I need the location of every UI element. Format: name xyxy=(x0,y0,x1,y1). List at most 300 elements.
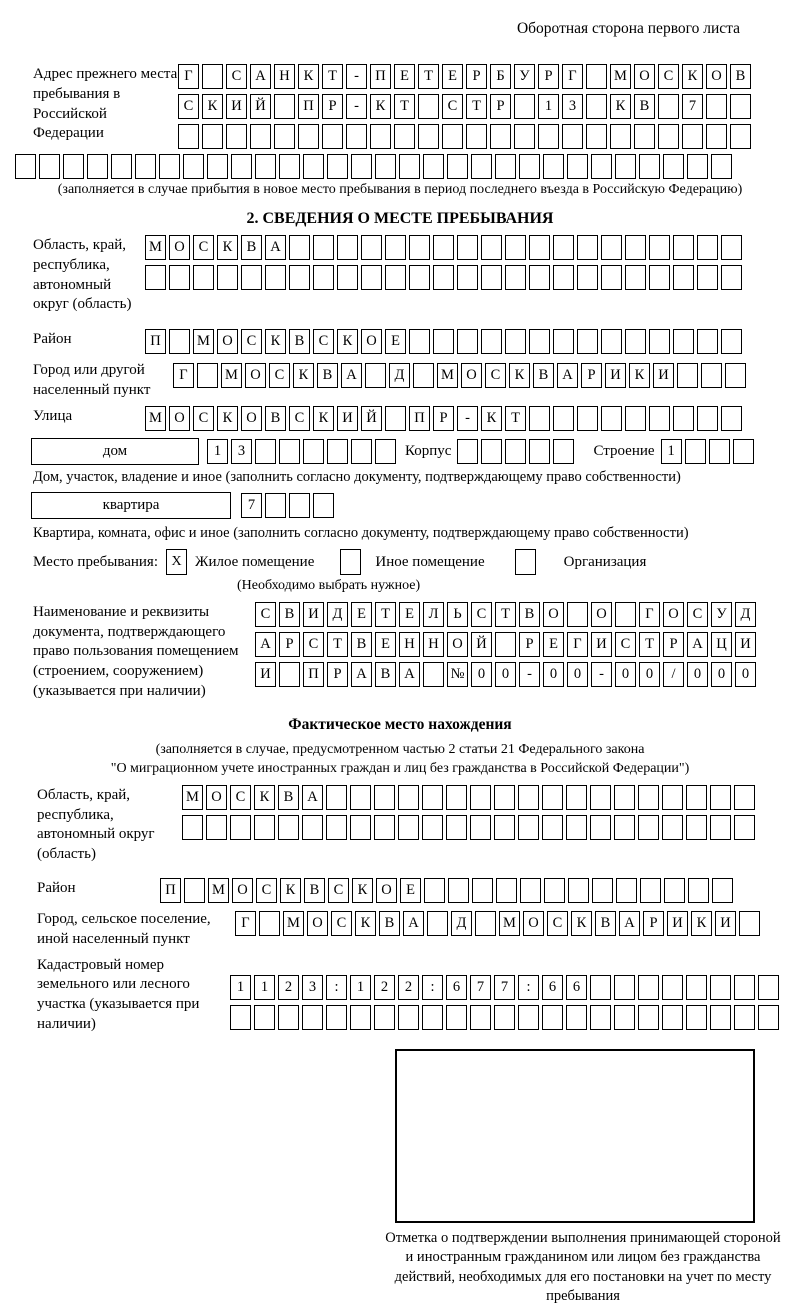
char-cell[interactable]: В xyxy=(634,94,655,119)
char-cell[interactable]: 1 xyxy=(207,439,228,464)
char-cell[interactable] xyxy=(398,815,419,840)
char-cell[interactable]: О xyxy=(241,406,262,431)
char-cell[interactable]: 1 xyxy=(538,94,559,119)
char-cell[interactable] xyxy=(424,878,445,903)
char-cell[interactable]: Е xyxy=(543,632,564,657)
char-cell[interactable]: К xyxy=(509,363,530,388)
char-cell[interactable] xyxy=(505,329,526,354)
char-cell[interactable]: С xyxy=(256,878,277,903)
char-cell[interactable]: Т xyxy=(639,632,660,657)
char-cell[interactable]: Р xyxy=(643,911,664,936)
char-cell[interactable]: Е xyxy=(375,632,396,657)
char-cell[interactable] xyxy=(739,911,760,936)
char-cell[interactable]: С xyxy=(471,602,492,627)
char-cell[interactable]: В xyxy=(304,878,325,903)
char-cell[interactable] xyxy=(193,265,214,290)
char-cell[interactable] xyxy=(490,124,511,149)
char-cell[interactable] xyxy=(614,815,635,840)
char-cell[interactable] xyxy=(255,439,276,464)
char-cell[interactable] xyxy=(433,265,454,290)
char-cell[interactable] xyxy=(566,785,587,810)
char-cell[interactable]: Е xyxy=(400,878,421,903)
char-cell[interactable]: 2 xyxy=(278,975,299,1000)
char-cell[interactable]: Е xyxy=(399,602,420,627)
char-cell[interactable]: А xyxy=(557,363,578,388)
char-cell[interactable]: 0 xyxy=(639,662,660,687)
char-cell[interactable] xyxy=(615,154,636,179)
char-cell[interactable] xyxy=(495,632,516,657)
char-cell[interactable]: К xyxy=(610,94,631,119)
char-cell[interactable] xyxy=(361,265,382,290)
char-cell[interactable] xyxy=(385,235,406,260)
char-cell[interactable] xyxy=(169,265,190,290)
char-cell[interactable]: С xyxy=(269,363,290,388)
char-cell[interactable] xyxy=(289,265,310,290)
char-cell[interactable] xyxy=(279,439,300,464)
char-cell[interactable]: Р xyxy=(322,94,343,119)
char-cell[interactable] xyxy=(706,124,727,149)
char-cell[interactable]: М xyxy=(283,911,304,936)
char-cell[interactable] xyxy=(663,154,684,179)
char-cell[interactable]: П xyxy=(160,878,181,903)
char-cell[interactable] xyxy=(409,329,430,354)
char-cell[interactable]: 6 xyxy=(446,975,467,1000)
char-cell[interactable]: А xyxy=(687,632,708,657)
char-cell[interactable]: Е xyxy=(394,64,415,89)
char-cell[interactable]: Л xyxy=(423,602,444,627)
char-cell[interactable]: И xyxy=(303,602,324,627)
char-cell[interactable] xyxy=(361,235,382,260)
char-cell[interactable]: Ь xyxy=(447,602,468,627)
char-cell[interactable] xyxy=(337,235,358,260)
char-cell[interactable] xyxy=(448,878,469,903)
char-cell[interactable]: И xyxy=(667,911,688,936)
char-cell[interactable]: С xyxy=(230,785,251,810)
char-cell[interactable] xyxy=(590,975,611,1000)
char-cell[interactable]: 3 xyxy=(302,975,323,1000)
char-cell[interactable] xyxy=(303,154,324,179)
char-cell[interactable] xyxy=(433,235,454,260)
char-cell[interactable] xyxy=(197,363,218,388)
char-cell[interactable] xyxy=(725,363,746,388)
char-cell[interactable]: К xyxy=(217,406,238,431)
char-cell[interactable]: О xyxy=(543,602,564,627)
char-cell[interactable] xyxy=(529,406,550,431)
char-cell[interactable] xyxy=(398,785,419,810)
char-cell[interactable] xyxy=(394,124,415,149)
char-cell[interactable] xyxy=(313,493,334,518)
char-cell[interactable]: В xyxy=(519,602,540,627)
char-cell[interactable] xyxy=(544,878,565,903)
char-cell[interactable]: Р xyxy=(490,94,511,119)
char-cell[interactable] xyxy=(226,124,247,149)
char-cell[interactable] xyxy=(625,329,646,354)
char-cell[interactable]: Т xyxy=(394,94,415,119)
char-cell[interactable]: Р xyxy=(279,632,300,657)
char-cell[interactable]: О xyxy=(634,64,655,89)
char-cell[interactable] xyxy=(586,94,607,119)
residential-checkbox[interactable]: X xyxy=(166,549,187,575)
char-cell[interactable] xyxy=(178,124,199,149)
char-cell[interactable]: Д xyxy=(327,602,348,627)
char-cell[interactable]: Р xyxy=(466,64,487,89)
char-cell[interactable] xyxy=(505,439,526,464)
char-cell[interactable]: В xyxy=(730,64,751,89)
char-cell[interactable] xyxy=(625,406,646,431)
char-cell[interactable]: К xyxy=(202,94,223,119)
char-cell[interactable] xyxy=(601,406,622,431)
char-cell[interactable]: Т xyxy=(322,64,343,89)
char-cell[interactable] xyxy=(457,439,478,464)
char-cell[interactable] xyxy=(374,815,395,840)
char-cell[interactable]: О xyxy=(376,878,397,903)
char-cell[interactable]: 0 xyxy=(567,662,588,687)
char-cell[interactable] xyxy=(231,154,252,179)
char-cell[interactable] xyxy=(183,154,204,179)
char-cell[interactable] xyxy=(481,329,502,354)
char-cell[interactable]: Н xyxy=(399,632,420,657)
char-cell[interactable] xyxy=(241,265,262,290)
char-cell[interactable] xyxy=(495,154,516,179)
char-cell[interactable] xyxy=(697,235,718,260)
char-cell[interactable]: А xyxy=(399,662,420,687)
char-cell[interactable]: 7 xyxy=(241,493,262,518)
char-cell[interactable] xyxy=(673,329,694,354)
char-cell[interactable]: 3 xyxy=(562,94,583,119)
char-cell[interactable]: Г xyxy=(235,911,256,936)
char-cell[interactable] xyxy=(638,975,659,1000)
char-cell[interactable] xyxy=(529,329,550,354)
char-cell[interactable]: В xyxy=(278,785,299,810)
char-cell[interactable]: М xyxy=(145,235,166,260)
char-cell[interactable]: Т xyxy=(505,406,526,431)
char-cell[interactable]: 0 xyxy=(735,662,756,687)
char-cell[interactable] xyxy=(721,406,742,431)
char-cell[interactable] xyxy=(274,124,295,149)
char-cell[interactable]: К xyxy=(571,911,592,936)
char-cell[interactable] xyxy=(664,878,685,903)
char-cell[interactable] xyxy=(457,329,478,354)
char-cell[interactable] xyxy=(566,1005,587,1030)
char-cell[interactable]: В xyxy=(317,363,338,388)
char-cell[interactable]: И xyxy=(715,911,736,936)
char-cell[interactable] xyxy=(254,815,275,840)
char-cell[interactable] xyxy=(734,1005,755,1030)
char-cell[interactable] xyxy=(409,235,430,260)
char-cell[interactable] xyxy=(326,815,347,840)
char-cell[interactable]: О xyxy=(307,911,328,936)
char-cell[interactable]: С xyxy=(442,94,463,119)
char-cell[interactable] xyxy=(471,154,492,179)
char-cell[interactable]: О xyxy=(217,329,238,354)
char-cell[interactable]: 7 xyxy=(470,975,491,1000)
char-cell[interactable] xyxy=(625,235,646,260)
char-cell[interactable]: 6 xyxy=(542,975,563,1000)
char-cell[interactable]: А xyxy=(619,911,640,936)
char-cell[interactable] xyxy=(289,235,310,260)
char-cell[interactable]: - xyxy=(346,64,367,89)
char-cell[interactable]: 0 xyxy=(615,662,636,687)
char-cell[interactable]: К xyxy=(352,878,373,903)
char-cell[interactable]: П xyxy=(298,94,319,119)
char-cell[interactable]: С xyxy=(255,602,276,627)
char-cell[interactable]: К xyxy=(355,911,376,936)
char-cell[interactable] xyxy=(302,815,323,840)
char-cell[interactable] xyxy=(734,975,755,1000)
char-cell[interactable] xyxy=(614,975,635,1000)
char-cell[interactable] xyxy=(518,1005,539,1030)
char-cell[interactable]: Т xyxy=(327,632,348,657)
char-cell[interactable] xyxy=(706,94,727,119)
char-cell[interactable]: К xyxy=(254,785,275,810)
char-cell[interactable] xyxy=(409,265,430,290)
char-cell[interactable] xyxy=(399,154,420,179)
char-cell[interactable]: М xyxy=(145,406,166,431)
char-cell[interactable] xyxy=(145,265,166,290)
char-cell[interactable]: - xyxy=(346,94,367,119)
char-cell[interactable]: К xyxy=(691,911,712,936)
char-cell[interactable] xyxy=(418,124,439,149)
char-cell[interactable]: К xyxy=(280,878,301,903)
char-cell[interactable] xyxy=(505,265,526,290)
char-cell[interactable] xyxy=(658,124,679,149)
char-cell[interactable]: Т xyxy=(495,602,516,627)
char-cell[interactable]: Т xyxy=(418,64,439,89)
char-cell[interactable] xyxy=(289,493,310,518)
char-cell[interactable] xyxy=(375,154,396,179)
char-cell[interactable] xyxy=(337,265,358,290)
char-cell[interactable]: О xyxy=(706,64,727,89)
char-cell[interactable] xyxy=(374,1005,395,1030)
char-cell[interactable] xyxy=(259,911,280,936)
char-cell[interactable] xyxy=(649,406,670,431)
char-cell[interactable] xyxy=(733,439,754,464)
char-cell[interactable] xyxy=(472,878,493,903)
char-cell[interactable] xyxy=(159,154,180,179)
char-cell[interactable] xyxy=(553,265,574,290)
char-cell[interactable] xyxy=(466,124,487,149)
char-cell[interactable]: Й xyxy=(361,406,382,431)
char-cell[interactable] xyxy=(303,439,324,464)
other-premises-checkbox[interactable] xyxy=(340,549,361,575)
char-cell[interactable]: Е xyxy=(385,329,406,354)
char-cell[interactable] xyxy=(505,235,526,260)
char-cell[interactable]: Т xyxy=(466,94,487,119)
char-cell[interactable] xyxy=(422,1005,443,1030)
char-cell[interactable]: М xyxy=(499,911,520,936)
char-cell[interactable] xyxy=(686,1005,707,1030)
char-cell[interactable] xyxy=(529,439,550,464)
char-cell[interactable]: И xyxy=(337,406,358,431)
char-cell[interactable]: Г xyxy=(173,363,194,388)
char-cell[interactable] xyxy=(686,815,707,840)
char-cell[interactable]: С xyxy=(485,363,506,388)
char-cell[interactable]: О xyxy=(591,602,612,627)
char-cell[interactable]: Р xyxy=(433,406,454,431)
char-cell[interactable]: 1 xyxy=(350,975,371,1000)
char-cell[interactable] xyxy=(712,878,733,903)
char-cell[interactable] xyxy=(529,235,550,260)
char-cell[interactable]: - xyxy=(519,662,540,687)
char-cell[interactable] xyxy=(514,94,535,119)
char-cell[interactable]: Г xyxy=(562,64,583,89)
char-cell[interactable] xyxy=(553,406,574,431)
char-cell[interactable]: 0 xyxy=(495,662,516,687)
char-cell[interactable]: С xyxy=(241,329,262,354)
char-cell[interactable] xyxy=(710,1005,731,1030)
char-cell[interactable]: 1 xyxy=(661,439,682,464)
char-cell[interactable] xyxy=(202,124,223,149)
char-cell[interactable] xyxy=(413,363,434,388)
char-cell[interactable]: С xyxy=(193,235,214,260)
char-cell[interactable] xyxy=(111,154,132,179)
char-cell[interactable] xyxy=(709,439,730,464)
char-cell[interactable] xyxy=(758,1005,779,1030)
char-cell[interactable] xyxy=(701,363,722,388)
char-cell[interactable] xyxy=(255,154,276,179)
char-cell[interactable]: О xyxy=(523,911,544,936)
char-cell[interactable] xyxy=(616,878,637,903)
char-cell[interactable] xyxy=(649,265,670,290)
char-cell[interactable] xyxy=(625,265,646,290)
char-cell[interactable] xyxy=(169,329,190,354)
char-cell[interactable] xyxy=(442,124,463,149)
char-cell[interactable]: М xyxy=(221,363,242,388)
char-cell[interactable]: К xyxy=(298,64,319,89)
char-cell[interactable]: С xyxy=(547,911,568,936)
char-cell[interactable]: Т xyxy=(375,602,396,627)
char-cell[interactable] xyxy=(518,785,539,810)
char-cell[interactable] xyxy=(577,406,598,431)
char-cell[interactable] xyxy=(422,815,443,840)
char-cell[interactable] xyxy=(346,124,367,149)
char-cell[interactable]: 7 xyxy=(494,975,515,1000)
char-cell[interactable] xyxy=(327,154,348,179)
char-cell[interactable] xyxy=(614,785,635,810)
char-cell[interactable] xyxy=(553,329,574,354)
char-cell[interactable]: 2 xyxy=(398,975,419,1000)
char-cell[interactable] xyxy=(230,815,251,840)
char-cell[interactable]: А xyxy=(250,64,271,89)
char-cell[interactable] xyxy=(207,154,228,179)
char-cell[interactable] xyxy=(350,1005,371,1030)
char-cell[interactable]: К xyxy=(217,235,238,260)
char-cell[interactable] xyxy=(481,235,502,260)
char-cell[interactable]: И xyxy=(735,632,756,657)
char-cell[interactable]: 3 xyxy=(231,439,252,464)
char-cell[interactable]: И xyxy=(605,363,626,388)
char-cell[interactable] xyxy=(278,1005,299,1030)
char-cell[interactable] xyxy=(721,265,742,290)
char-cell[interactable] xyxy=(673,235,694,260)
char-cell[interactable]: Р xyxy=(581,363,602,388)
char-cell[interactable]: С xyxy=(687,602,708,627)
char-cell[interactable]: А xyxy=(351,662,372,687)
char-cell[interactable] xyxy=(677,363,698,388)
char-cell[interactable] xyxy=(313,265,334,290)
char-cell[interactable] xyxy=(217,265,238,290)
char-cell[interactable]: С xyxy=(193,406,214,431)
char-cell[interactable] xyxy=(298,124,319,149)
char-cell[interactable]: К xyxy=(337,329,358,354)
char-cell[interactable] xyxy=(590,785,611,810)
char-cell[interactable] xyxy=(682,124,703,149)
char-cell[interactable]: В xyxy=(595,911,616,936)
char-cell[interactable] xyxy=(481,439,502,464)
char-cell[interactable]: К xyxy=(481,406,502,431)
char-cell[interactable] xyxy=(326,1005,347,1030)
char-cell[interactable] xyxy=(518,815,539,840)
char-cell[interactable] xyxy=(423,154,444,179)
char-cell[interactable]: Н xyxy=(423,632,444,657)
char-cell[interactable] xyxy=(758,975,779,1000)
char-cell[interactable] xyxy=(423,662,444,687)
char-cell[interactable] xyxy=(529,265,550,290)
char-cell[interactable]: Д xyxy=(451,911,472,936)
char-cell[interactable]: О xyxy=(461,363,482,388)
char-cell[interactable] xyxy=(610,124,631,149)
char-cell[interactable] xyxy=(274,94,295,119)
char-cell[interactable]: С xyxy=(331,911,352,936)
char-cell[interactable] xyxy=(638,815,659,840)
char-cell[interactable]: П xyxy=(145,329,166,354)
char-cell[interactable] xyxy=(327,439,348,464)
char-cell[interactable]: - xyxy=(457,406,478,431)
char-cell[interactable]: В xyxy=(379,911,400,936)
char-cell[interactable] xyxy=(673,265,694,290)
char-cell[interactable]: С xyxy=(289,406,310,431)
char-cell[interactable]: Й xyxy=(250,94,271,119)
char-cell[interactable]: М xyxy=(208,878,229,903)
char-cell[interactable] xyxy=(202,64,223,89)
char-cell[interactable] xyxy=(721,235,742,260)
char-cell[interactable]: Ц xyxy=(711,632,732,657)
char-cell[interactable] xyxy=(649,329,670,354)
char-cell[interactable]: О xyxy=(232,878,253,903)
char-cell[interactable] xyxy=(638,785,659,810)
char-cell[interactable] xyxy=(279,154,300,179)
char-cell[interactable]: И xyxy=(226,94,247,119)
char-cell[interactable] xyxy=(697,265,718,290)
char-cell[interactable]: 1 xyxy=(254,975,275,1000)
char-cell[interactable] xyxy=(710,975,731,1000)
char-cell[interactable]: Р xyxy=(538,64,559,89)
char-cell[interactable]: Г xyxy=(178,64,199,89)
char-cell[interactable] xyxy=(265,493,286,518)
char-cell[interactable]: С xyxy=(226,64,247,89)
char-cell[interactable] xyxy=(15,154,36,179)
char-cell[interactable] xyxy=(433,329,454,354)
char-cell[interactable]: Р xyxy=(519,632,540,657)
char-cell[interactable] xyxy=(542,785,563,810)
char-cell[interactable]: А xyxy=(341,363,362,388)
char-cell[interactable] xyxy=(87,154,108,179)
char-cell[interactable]: К xyxy=(313,406,334,431)
char-cell[interactable] xyxy=(350,785,371,810)
char-cell[interactable] xyxy=(730,124,751,149)
char-cell[interactable]: Р xyxy=(663,632,684,657)
char-cell[interactable] xyxy=(658,94,679,119)
char-cell[interactable] xyxy=(374,785,395,810)
char-cell[interactable]: Е xyxy=(351,602,372,627)
char-cell[interactable] xyxy=(496,878,517,903)
char-cell[interactable] xyxy=(206,815,227,840)
char-cell[interactable]: : xyxy=(518,975,539,1000)
char-cell[interactable]: С xyxy=(615,632,636,657)
char-cell[interactable]: 0 xyxy=(687,662,708,687)
char-cell[interactable]: / xyxy=(663,662,684,687)
char-cell[interactable] xyxy=(662,975,683,1000)
